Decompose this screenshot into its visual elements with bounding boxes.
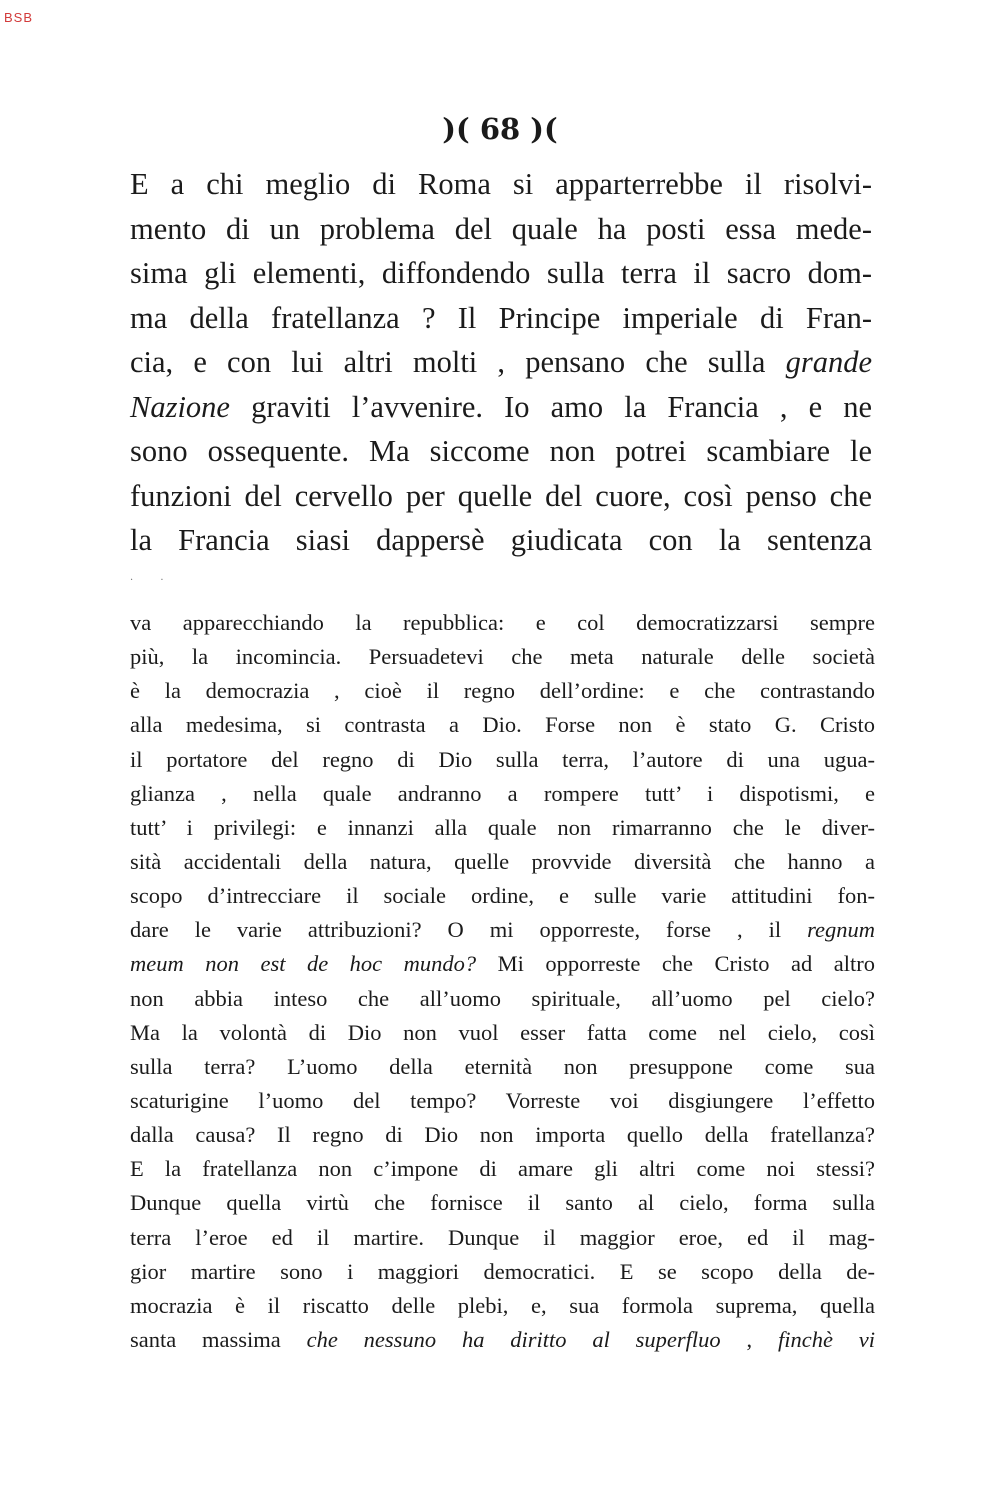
italic-text: regnum (807, 917, 875, 943)
text-run: Dunque quella virtù che fornisce il santo al cielo, forma sulla (130, 1190, 875, 1216)
footnote-line (130, 743, 875, 777)
footnote-line (130, 1016, 875, 1050)
text-run: , (720, 1326, 778, 1352)
text-run: gior martire sono i maggiori democratici. E se scopo della de- (130, 1258, 875, 1284)
text-run: glianza , nella quale andranno a rompere tutt’ i dispotismi, e (130, 780, 875, 806)
text-run: tutt’ i privilegi: e innanzi alla quale non rimarranno che le diver- (130, 814, 875, 840)
footnote-line (130, 674, 875, 708)
footnote-separator: · · (130, 575, 176, 586)
body-line (130, 385, 872, 430)
text-run: dalla causa? Il regno di Dio non importa quello della fratellanza? (130, 1122, 875, 1148)
body-line (130, 340, 872, 385)
text-run: ma della fratellanza ? Il Principe imperiale di Fran- (130, 300, 872, 335)
footnote-line (130, 708, 875, 742)
text-run: E a chi meglio di Roma si apparterrebbe il risolvi- (130, 167, 872, 201)
body-line (130, 518, 872, 563)
body-line (130, 162, 872, 207)
text-run: santa massima (130, 1326, 307, 1352)
footnote-line (130, 1323, 875, 1357)
text-run: dare le varie attribuzioni? O mi opporreste, forse , il (130, 917, 808, 943)
footnote-line (130, 1289, 875, 1323)
text-run: sima gli elementi, diffondendo sulla terra il sacro dom- (130, 256, 872, 290)
footnote-text (130, 606, 875, 1357)
body-line (130, 251, 872, 296)
body-line (130, 429, 872, 474)
page-number-header: )( 68 )( (442, 112, 558, 146)
text-run: Mi opporreste che Cristo ad altro (476, 951, 875, 977)
footnote-line (130, 1152, 875, 1186)
footnote-line (130, 811, 875, 845)
italic-text: meum non est de hoc mundo? (130, 951, 477, 977)
footnote-line (130, 879, 875, 913)
italic-text: che nessuno ha diritto al superfluo (306, 1326, 721, 1352)
text-run: mocrazia è il riscatto delle plebi, e, sua formola suprema, quella (130, 1292, 875, 1318)
footnote-line (130, 947, 875, 981)
text-run: sità accidentali della natura, quelle provvide diversità che hanno a (130, 848, 875, 874)
text-run: è la democrazia , cioè il regno dell’ordine: e che contrastando (130, 678, 875, 704)
body-line (130, 296, 872, 341)
footnote-line (130, 1255, 875, 1289)
text-run: scaturigine l’uomo del tempo? Vorreste voi disgiungere l’effetto (130, 1087, 875, 1113)
footnote-line (130, 913, 875, 947)
text-run: sono ossequente. Ma siccome non potrei scambiare le (130, 434, 872, 468)
text-run: il portatore del regno di Dio sulla terra, l’autore di una ugua- (130, 746, 875, 772)
footnote-line (130, 1084, 875, 1118)
text-run: non abbia inteso che all’uomo spirituale, all’uomo pel cielo? (130, 985, 875, 1011)
footnote-line (130, 1118, 875, 1152)
text-run: funzioni del cervello per quelle del cuore, così penso che (130, 478, 872, 513)
text-run: più, la incomincia. Persuadetevi che meta naturale delle società (130, 644, 875, 670)
footnote-line (130, 606, 875, 640)
footnote-line (130, 1221, 875, 1255)
text-run: E la fratellanza non c’impone di amare gli altri come noi stessi? (130, 1156, 875, 1182)
text-run: scopo d’intrecciare il sociale ordine, e sulle varie attitudini fon- (130, 883, 875, 909)
footnote-line (130, 777, 875, 811)
italic-text: finchè vi (777, 1326, 875, 1352)
text-run: alla medesima, si contrasta a Dio. Forse non è stato G. Cristo (130, 712, 875, 738)
footnote-line (130, 982, 875, 1016)
text-run: va apparecchiando la repubblica: e col democratizzarsi sempre (130, 610, 875, 635)
text-run: Ma la volontà di Dio non vuol esser fatta come nel cielo, così (130, 1019, 875, 1045)
italic-text: Nazione (130, 389, 230, 424)
text-run: terra l’eroe ed il martire. Dunque il maggior eroe, ed il mag- (130, 1224, 875, 1250)
footnote-line (130, 1050, 875, 1084)
text-run: graviti l’avvenire. Io amo la Francia , e ne (229, 389, 872, 424)
body-line (130, 474, 872, 519)
library-stamp: BSB (4, 10, 34, 25)
text-run: sulla terra? L’uomo della eternità non presuppone come sua (130, 1053, 875, 1079)
footnote-line (130, 845, 875, 879)
main-body-text (130, 162, 872, 563)
footnote-line (130, 1186, 875, 1220)
footnote-line (130, 640, 875, 674)
text-run: la Francia siasi dappersè giudicata con la sentenza (130, 523, 872, 557)
text-run: cia, e con lui altri molti , pensano che sulla (130, 345, 786, 379)
body-line (130, 207, 872, 252)
text-run: mento di un problema del quale ha posti essa mede- (130, 211, 872, 246)
italic-text: grande (785, 345, 872, 379)
